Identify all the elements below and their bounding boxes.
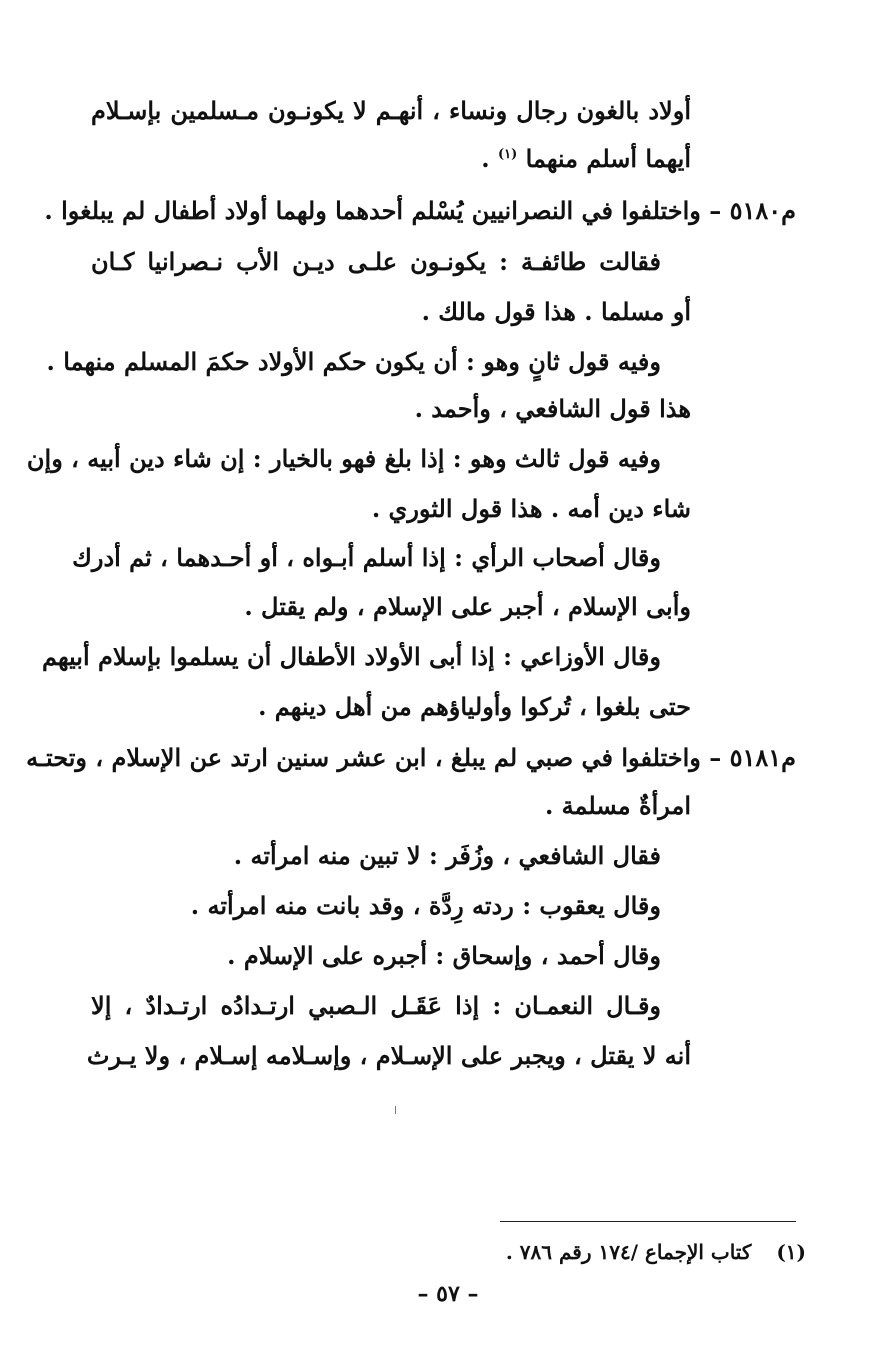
- scan-speck: [395, 1106, 396, 1114]
- text-line: وقال أصحاب الرأي : إذا أسلم أبـواه ، أو أحـدهما ، ثم أدرك: [72, 543, 661, 572]
- text-line: فقال الشافعي ، وزُفَر : لا تبين منه امرأته .: [233, 841, 661, 870]
- footnote-reference: (١): [497, 147, 518, 162]
- text-line: وقال أحمد ، وإسحاق : أجبره على الإسلام .: [227, 941, 661, 970]
- text-line: شاء دين أمه . هذا قول الثوري .: [371, 494, 691, 523]
- text-line: فقالت طائفـة : يكونـون علـى ديـن الأب نـصرانيا كـان: [91, 247, 661, 276]
- footnote-marker: (١): [776, 1240, 806, 1264]
- text-line: وقال يعقوب : ردته رِدَّة ، وقد بانت منه امرأته .: [190, 891, 661, 920]
- text-line: أو مسلما . هذا قول مالك .: [421, 297, 691, 326]
- text-line: وقال الأوزاعي : إذا أبى الأولاد الأطفال أن يسلموا بإسلام أبيهم: [42, 642, 661, 671]
- text-line: وفيه قول ثانٍ وهو : أن يكون حكم الأولاد حكمَ المسلم منهما .: [46, 347, 661, 376]
- text-line: وأبى الإسلام ، أجبر على الإسلام ، ولم يقتل .: [244, 592, 691, 621]
- text-line: وفيه قول ثالث وهو : إذا بلغ فهو بالخيار : إن شاء دين أبيه ، وإن: [26, 444, 661, 473]
- text-line: حتى بلغوا ، تُركوا وأولياؤهم من أهل دينهم .: [258, 692, 691, 721]
- text-line-end: .: [481, 144, 490, 173]
- footnote-text: كتاب الإجماع /١٧٤ رقم ٧٨٦ .: [505, 1240, 752, 1264]
- page-number: – ٥٧ –: [417, 1281, 479, 1307]
- text-line: هذا قول الشافعي ، وأحمد .: [414, 394, 691, 423]
- text-line: وقـال النعمـان : إذا عَقَـل الـصبي ارتـدادُه ارتـدادٌ ، إلا: [91, 991, 661, 1020]
- text-line-content: أيهما أسلم منهما: [525, 144, 691, 173]
- text-line: أنه لا يقتل ، ويجبر على الإسـلام ، وإسـلامه إسـلام ، ولا يـرث: [86, 1041, 691, 1070]
- text-line: م٥١٨١ – واختلفوا في صبي لم يبلغ ، ابن عشر سنين ارتد عن الإسلام ، وتحتـه: [26, 743, 796, 772]
- footnote-divider: [500, 1221, 796, 1222]
- footnote: [506, 1236, 806, 1268]
- text-line: [481, 139, 691, 179]
- text-line: امرأةٌ مسلمة .: [544, 791, 691, 820]
- text-line: م٥١٨٠ – واختلفوا في النصرانيين يُسْلم أحدهما ولهما أولاد أطفال لم يبلغوا .: [44, 196, 796, 225]
- text-line: أولاد بالغون رجال ونساء ، أنهـم لا يكونـون مـسلمين بإسـلام: [91, 96, 691, 125]
